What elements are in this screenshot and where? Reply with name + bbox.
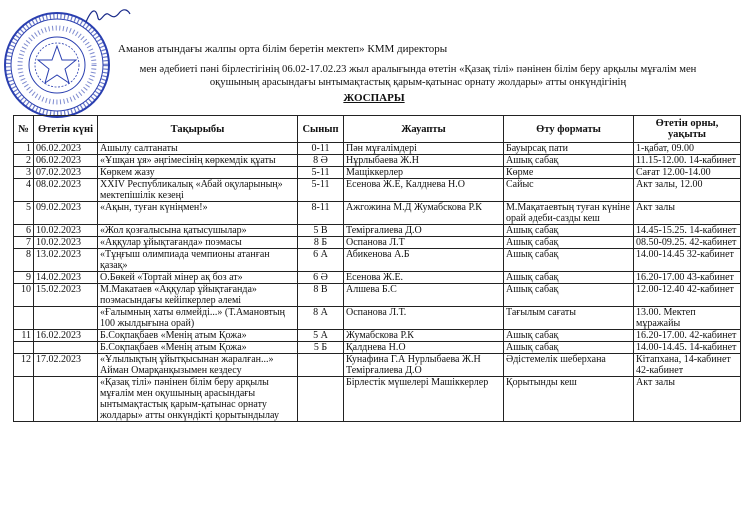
table-cell-topic: XXIV Республикалық «Абай оқуларының» мектепішілік кезеңі — [98, 179, 298, 202]
plan-title: ЖОСПАРЫ — [343, 92, 405, 104]
table-cell-no — [14, 377, 34, 422]
table-cell-date — [34, 307, 98, 330]
table-cell-date — [34, 377, 98, 422]
header-cell: Жауапты — [344, 116, 504, 143]
table-cell-topic: «Тұңғыш олимпиада чемпионы атанған қазақ» — [98, 249, 298, 272]
table-cell-resp: Бірлестік мүшелері Машіккерлер — [344, 377, 504, 422]
table-cell-date: 13.02.2023 — [34, 249, 98, 272]
table-cell-resp: Оспанова Л.Т — [344, 237, 504, 249]
table-row — [14, 284, 741, 307]
table-row — [14, 155, 741, 167]
table-cell-place: 11.15-12.00. 14-кабинет — [634, 155, 741, 167]
table-cell-format: М.Мақатаевтың туған күніне орай әдеби-сазды кеш — [504, 202, 634, 225]
table-cell-place: 16.20-17.00. 42-кабинет — [634, 330, 741, 342]
table-cell-no: 6 — [14, 225, 34, 237]
table-cell-cls: 6 Ә — [298, 272, 344, 284]
table-row — [14, 307, 741, 330]
table-header-row — [14, 116, 741, 143]
table-cell-format: Қорытынды кеш — [504, 377, 634, 422]
table-cell-resp: Алшева Б.С — [344, 284, 504, 307]
table-row — [14, 377, 741, 422]
table-cell-format: Ашық сабақ — [504, 249, 634, 272]
table-cell-format: Ашық сабақ — [504, 237, 634, 249]
table-body — [14, 143, 741, 422]
table-cell-no: 8 — [14, 249, 34, 272]
table-cell-date — [34, 342, 98, 354]
table-row — [14, 272, 741, 284]
signature-mark — [84, 6, 132, 26]
table-cell-resp: Кунафина Г.А Нурлыбаева Ж.Н Темірғалиева Д.О — [344, 354, 504, 377]
table-cell-date: 10.02.2023 — [34, 225, 98, 237]
table-cell-resp: Оспанова Л.Т. — [344, 307, 504, 330]
schedule-table — [13, 115, 741, 422]
table-row — [14, 143, 741, 155]
table-cell-no: 11 — [14, 330, 34, 342]
table-cell-resp: Нұрлыбаева Ж.Н — [344, 155, 504, 167]
table-cell-topic: «Аққулар ұйықтағанда» поэмасы — [98, 237, 298, 249]
table-cell-date: 09.02.2023 — [34, 202, 98, 225]
table-cell-no: 10 — [14, 284, 34, 307]
table-cell-cls: 5 Б — [298, 342, 344, 354]
table-cell-topic: Көркем жазу — [98, 167, 298, 179]
table-cell-date: 16.02.2023 — [34, 330, 98, 342]
table-cell-resp: Абикенова А.Б — [344, 249, 504, 272]
table-cell-topic: Ашылу салтанаты — [98, 143, 298, 155]
table-cell-resp: Пән мұғалімдері — [344, 143, 504, 155]
table-cell-place: 1-қабат, 09.00 — [634, 143, 741, 155]
table-cell-format: Ашық сабақ — [504, 330, 634, 342]
table-cell-no: 3 — [14, 167, 34, 179]
table-cell-place: Кітапхана, 14-кабинет 42-кабинет — [634, 354, 741, 377]
table-row — [14, 249, 741, 272]
header-cell: Өту форматы — [504, 116, 634, 143]
table-cell-date: 14.02.2023 — [34, 272, 98, 284]
table-row — [14, 237, 741, 249]
table-cell-format: Көрме — [504, 167, 634, 179]
table-cell-topic: Б.Соқпақбаев «Менің атым Қожа» — [98, 342, 298, 354]
table-cell-cls: 5-11 — [298, 167, 344, 179]
intro-line-2: оқушының арасындағы ынтымақтастық қарым-қатынас орнату жолдары» атты онкүндігінің — [209, 77, 627, 88]
table-cell-no — [14, 307, 34, 330]
table-cell-place: 12.00-12.40 42-кабинет — [634, 284, 741, 307]
table-cell-no: 2 — [14, 155, 34, 167]
table-cell-cls — [298, 354, 344, 377]
table-cell-topic: «Қазақ тілі» пәнінен білім беру арқылы мұғалім мен оқушының арасындағы ынтымақтастық қарым-қатынас орнату жолдары» атты онкүндікті қорытындылау — [98, 377, 298, 422]
intro-text — [108, 63, 728, 89]
table-cell-resp: Мащіккерлер — [344, 167, 504, 179]
table-cell-date: 10.02.2023 — [34, 237, 98, 249]
table-cell-topic: О.Бөкей «Тортай мінер ақ боз ат» — [98, 272, 298, 284]
table-cell-date: 06.02.2023 — [34, 155, 98, 167]
table-cell-cls: 5 В — [298, 225, 344, 237]
table-cell-place: Акт залы — [634, 202, 741, 225]
table-cell-cls: 8 В — [298, 284, 344, 307]
table-row — [14, 167, 741, 179]
table-cell-date: 06.02.2023 — [34, 143, 98, 155]
table-cell-topic: «Ақын, туған күніңмен!» — [98, 202, 298, 225]
table-cell-place: 14.00-14.45. 14-кабинет — [634, 342, 741, 354]
header-cell: Тақырыбы — [98, 116, 298, 143]
table-cell-date: 17.02.2023 — [34, 354, 98, 377]
table-cell-place: 14.45-15.25. 14-кабинет — [634, 225, 741, 237]
table-cell-topic: Б.Соқпақбаев «Менің атым Қожа» — [98, 330, 298, 342]
table-cell-format: Әдістемелік шеберхана — [504, 354, 634, 377]
table-cell-format: Ашық сабақ — [504, 342, 634, 354]
table-cell-resp: Есенова Ж.Е, Калднева Н.О — [344, 179, 504, 202]
table-cell-no: 5 — [14, 202, 34, 225]
table-cell-resp: Темірғалиева Д.О — [344, 225, 504, 237]
header-cell: Өтетін күні — [34, 116, 98, 143]
table-row — [14, 202, 741, 225]
table-cell-resp: Қалднева Н.О — [344, 342, 504, 354]
header-cell: № — [14, 116, 34, 143]
table-cell-topic: «Ұшқан ұя» әңгімесінің көркемдік құаты — [98, 155, 298, 167]
table-cell-topic: «Ғалымның хаты өлмейді...» (Т.Амановтың 100 жылдығына орай) — [98, 307, 298, 330]
table-cell-format: Ашық сабақ — [504, 225, 634, 237]
table-cell-cls: 0-11 — [298, 143, 344, 155]
table-cell-place: 14.00-14.45 32-кабинет — [634, 249, 741, 272]
table-cell-resp: Ажгожина М.Д Жумабскова Р.К — [344, 202, 504, 225]
table-cell-format: Ашық сабақ — [504, 272, 634, 284]
table-cell-date: 07.02.2023 — [34, 167, 98, 179]
table-cell-date: 08.02.2023 — [34, 179, 98, 202]
table-cell-place: 16.20-17.00 43-кабинет — [634, 272, 741, 284]
table-cell-place: Сағат 12.00-14.00 — [634, 167, 741, 179]
table-cell-cls: 5 А — [298, 330, 344, 342]
table-cell-cls — [298, 377, 344, 422]
table-cell-no: 12 — [14, 354, 34, 377]
table-cell-format: Тағылым сағаты — [504, 307, 634, 330]
table-cell-topic: «Ұлылықтың ұйытқысынан жаралған...» Айман Омарқанқызымен кездесу — [98, 354, 298, 377]
header-cell: Өтетін орны, уақыты — [634, 116, 741, 143]
table-cell-no: 7 — [14, 237, 34, 249]
table-row — [14, 179, 741, 202]
table-cell-place: 08.50-09.25. 42-кабинет — [634, 237, 741, 249]
table-cell-format: Бауырсақ пати — [504, 143, 634, 155]
table-cell-topic: «Жол қозғалысына қатысушылар» — [98, 225, 298, 237]
table-row — [14, 225, 741, 237]
table-cell-format: Ашық сабақ — [504, 284, 634, 307]
table-cell-place: 13.00. Мектеп мұражайы — [634, 307, 741, 330]
intro-line-1: мен әдебиеті пәні бірлестігінің 06.02-17.02.23 жыл аралығында өтетін «Қазақ тілі» пәнінен білім беру арқылы мұғалім мен — [139, 64, 697, 75]
table-cell-cls: 8 Б — [298, 237, 344, 249]
table-cell-no: 4 — [14, 179, 34, 202]
table-cell-no: 9 — [14, 272, 34, 284]
table-cell-resp: Жумабскова Р.К — [344, 330, 504, 342]
table-cell-place: Акт залы — [634, 377, 741, 422]
table-cell-format: Сайыс — [504, 179, 634, 202]
table-cell-no: 1 — [14, 143, 34, 155]
table-cell-format: Ашық сабақ — [504, 155, 634, 167]
table-cell-cls: 6 А — [298, 249, 344, 272]
table-cell-place: Акт залы, 12.00 — [634, 179, 741, 202]
header-cell: Сынып — [298, 116, 344, 143]
director-approval-line: Аманов атындағы жалпы орта білім беретін мектеп» КММ директоры — [118, 43, 448, 55]
table-cell-no — [14, 342, 34, 354]
table-row — [14, 330, 741, 342]
table-row — [14, 354, 741, 377]
table-cell-cls: 8 Ә — [298, 155, 344, 167]
table-cell-cls: 5-11 — [298, 179, 344, 202]
table-cell-date: 15.02.2023 — [34, 284, 98, 307]
table-cell-resp: Есенова Ж.Е. — [344, 272, 504, 284]
table-cell-cls: 8-11 — [298, 202, 344, 225]
table-row — [14, 342, 741, 354]
table-cell-cls: 8 А — [298, 307, 344, 330]
table-cell-topic: М.Макатаев «Аққулар ұйықтағанда» поэмасындағы кейіпкерлер әлемі — [98, 284, 298, 307]
